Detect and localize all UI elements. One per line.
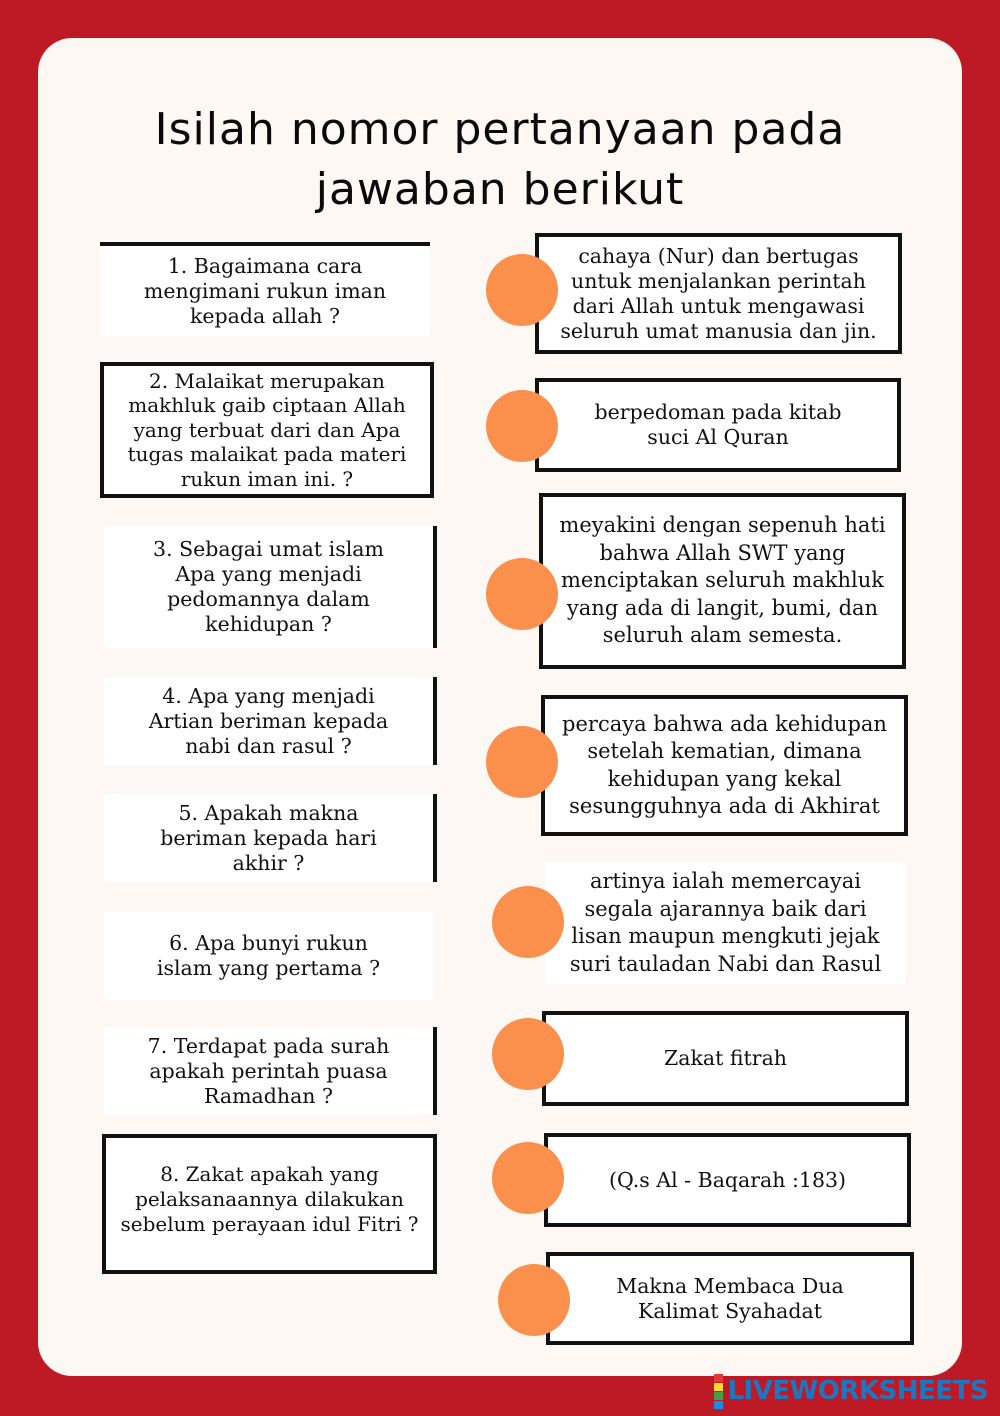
answer-text-6: Zakat fitrah: [664, 1046, 787, 1070]
answer-text-5: artinya ialah memercayai segala ajarannya baik dari lisan maupun mengkuti jejak suri tauladan Nabi dan Rasul: [569, 869, 882, 976]
question-text-2: 2. Malaikat merupakan makhluk gaib ciptaan Allah yang terbuat dari dan Apa tugas malaikat pada materi rukun iman ini. ?: [127, 368, 407, 491]
answer-text-3: meyakini dengan sepenuh hati bahwa Allah SWT yang menciptakan seluruh makhluk yang ada di langit, bumi, dan seluruh alam semesta.: [559, 513, 886, 648]
match-dot-8[interactable]: [498, 1264, 570, 1336]
answer-box-2: [535, 378, 901, 472]
answer-text-4: percaya bahwa ada kehidupan setelah kematian, dimana kehidupan yang kekal sesungguhnya ada di Akhirat: [562, 711, 887, 818]
question-box-4: [104, 677, 437, 765]
answer-box-4: [541, 695, 908, 836]
answer-box-7: [544, 1133, 911, 1227]
liveworksheets-logo: [714, 1374, 988, 1408]
answer-text-8: Makna Membaca Dua Kalimat Syahadat: [616, 1273, 844, 1323]
question-box-2: [100, 362, 434, 498]
question-box-1: [100, 242, 430, 336]
question-text-4: 4. Apa yang menjadi Artian beriman kepada nabi dan rasul ?: [148, 683, 389, 758]
match-dot-4[interactable]: [486, 726, 558, 798]
question-text-7: 7. Terdapat pada surah apakah perintah puasa Ramadhan ?: [147, 1033, 390, 1108]
match-dot-2[interactable]: [486, 390, 558, 462]
question-box-3: [104, 526, 437, 648]
match-dot-3[interactable]: [486, 558, 558, 630]
question-text-5: 5. Apakah makna beriman kepada hari akhir ?: [160, 800, 377, 875]
question-text-3: 3. Sebagai umat islam Apa yang menjadi pedomannya dalam kehidupan ?: [153, 537, 384, 636]
answer-text-1: cahaya (Nur) dan bertugas untuk menjalankan perintah dari Allah untuk mengawasi seluruh umat manusia dan jin.: [560, 243, 877, 343]
answer-box-6: [542, 1011, 909, 1106]
match-dot-5[interactable]: [492, 886, 564, 958]
match-dot-7[interactable]: [492, 1142, 564, 1214]
answer-box-8: [546, 1252, 914, 1345]
logo-text: LIVEWORKSHEETS: [727, 1376, 988, 1406]
question-text-6: 6. Apa bunyi rukun islam yang pertama ?: [156, 931, 381, 980]
answer-text-7: (Q.s Al - Baqarah :183): [608, 1167, 847, 1192]
question-box-6: [104, 912, 433, 1000]
answer-box-5: [545, 862, 906, 984]
answer-box-1: [535, 233, 902, 354]
question-box-8: [102, 1134, 437, 1274]
title-line-1: Isilah nomor pertanyaan pada: [154, 104, 846, 155]
question-box-7: [104, 1027, 437, 1115]
title-line-2: jawaban berikut: [315, 164, 685, 215]
question-box-5: [104, 794, 437, 882]
question-text-8: 8. Zakat apakah yang pelaksanaannya dilakukan sebelum perayaan idul Fitri ?: [120, 1162, 419, 1236]
logo-blocks-icon: [714, 1374, 723, 1409]
answer-box-3: [539, 493, 906, 669]
match-dot-1[interactable]: [486, 254, 558, 326]
match-dot-6[interactable]: [492, 1018, 564, 1090]
question-text-1: 1. Bagaimana cara mengimani rukun iman kepada allah ?: [143, 253, 387, 328]
answer-text-2: berpedoman pada kitab suci Al Quran: [594, 400, 842, 449]
page-title: [0, 100, 1000, 220]
